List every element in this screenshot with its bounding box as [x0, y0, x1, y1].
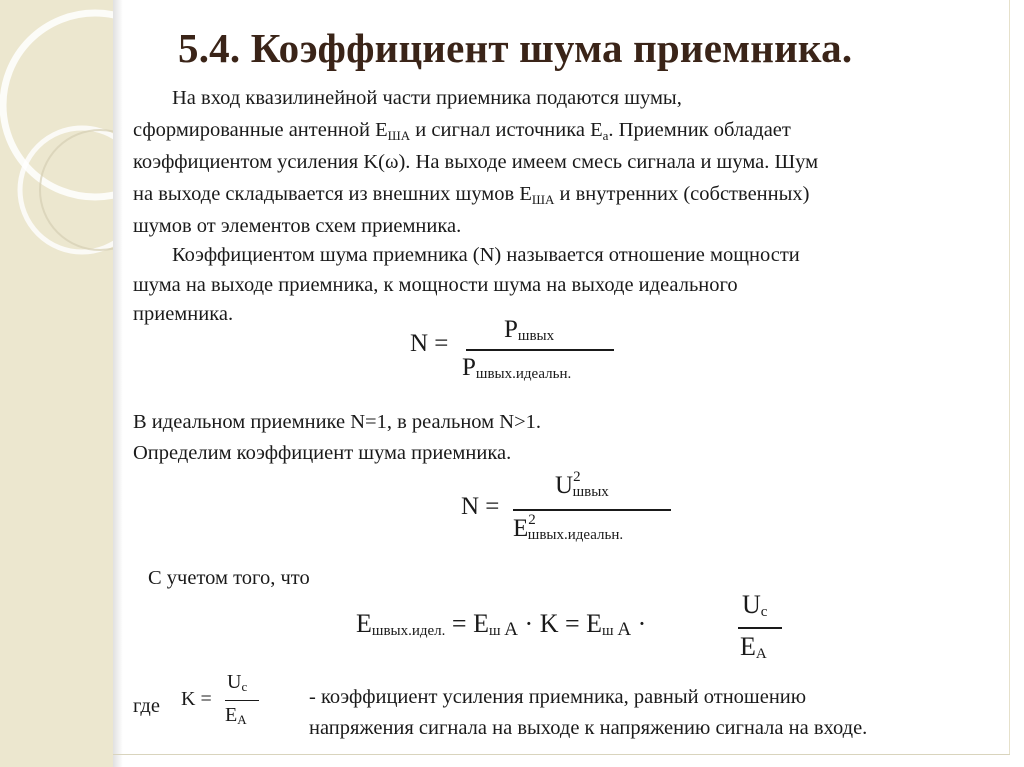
formula2-fraction-bar — [513, 509, 671, 511]
formula2-lhs: N = — [461, 493, 500, 520]
para1-line4: на выходе складывается из внешних шумов $E_{ША}$ и внутренних (собственных) — [133, 183, 810, 207]
formula-noise-figure-voltage — [461, 467, 681, 557]
formula-gain — [181, 670, 281, 740]
formula3-fraction-bar — [738, 627, 782, 629]
gain-numerator: $U_c$ — [227, 671, 248, 694]
text-ideal-receiver: В идеальном приемнике N=1, в реальном N>1. — [133, 411, 542, 433]
gain-fraction-bar — [225, 700, 259, 701]
formula3-terms: $E_{швых.идел.} = E_{ш A} \cdot K = E_{ш A}$ · — [356, 609, 647, 640]
para2-line1: Коэффициентом шума приемника (N) называется отношение мощности — [172, 244, 800, 266]
formula2-numerator: $U^2_{швых}$ — [555, 469, 609, 500]
para1-line1: На вход квазилинейной части приемника подаются шумы, — [172, 87, 682, 109]
gain-description-line2: напряжения сигнала на выходе к напряжению сигнала на входе. — [309, 717, 868, 739]
formula3-numerator: $U_c$ — [742, 590, 768, 620]
frame-shadow — [113, 0, 123, 767]
para1-line5: шумов от элементов схем приемника. — [133, 215, 462, 237]
para2-line2: шума на выходе приемника, к мощности шума на выходе идеального — [133, 274, 738, 296]
formula-output-emf — [356, 590, 796, 676]
text-define: Определим коэффициент шума приемника. — [133, 442, 512, 464]
decorative-circles — [0, 0, 113, 767]
slide-title: 5.4. Коэффициент шума приемника. — [178, 25, 853, 71]
frame-right-edge — [1009, 0, 1010, 755]
formula1-lhs: N = — [410, 330, 449, 357]
formula-noise-figure-power — [410, 316, 630, 396]
formula2-denominator: $E^2_{швых.идеальн.}$ — [513, 512, 624, 543]
gain-description-line1: - коэффициент усиления приемника, равный отношению — [309, 686, 807, 708]
where-label: где — [133, 695, 160, 717]
formula1-numerator: $P_{швых}$ — [504, 316, 555, 344]
formula1-fraction-bar — [466, 349, 614, 351]
para1-line2: сформированные антенной $E_{ША}$ и сигнал источника $E_а$. Приемник обладает — [133, 119, 791, 143]
frame-bottom-edge — [113, 754, 1010, 755]
para2-line3: приемника. — [133, 303, 234, 325]
text-given: С учетом того, что — [148, 567, 310, 589]
gain-lhs: K = — [181, 688, 212, 710]
formula1-denominator: $P_{швых.идеальн.}$ — [462, 354, 572, 382]
formula3-denominator: $E_A$ — [740, 632, 767, 662]
gain-denominator: $E_A$ — [225, 704, 247, 727]
decorative-left-band — [0, 0, 113, 767]
para1-line3: коэффициентом усиления K(ω). На выходе имеем смесь сигнала и шума. Шум — [133, 151, 819, 173]
